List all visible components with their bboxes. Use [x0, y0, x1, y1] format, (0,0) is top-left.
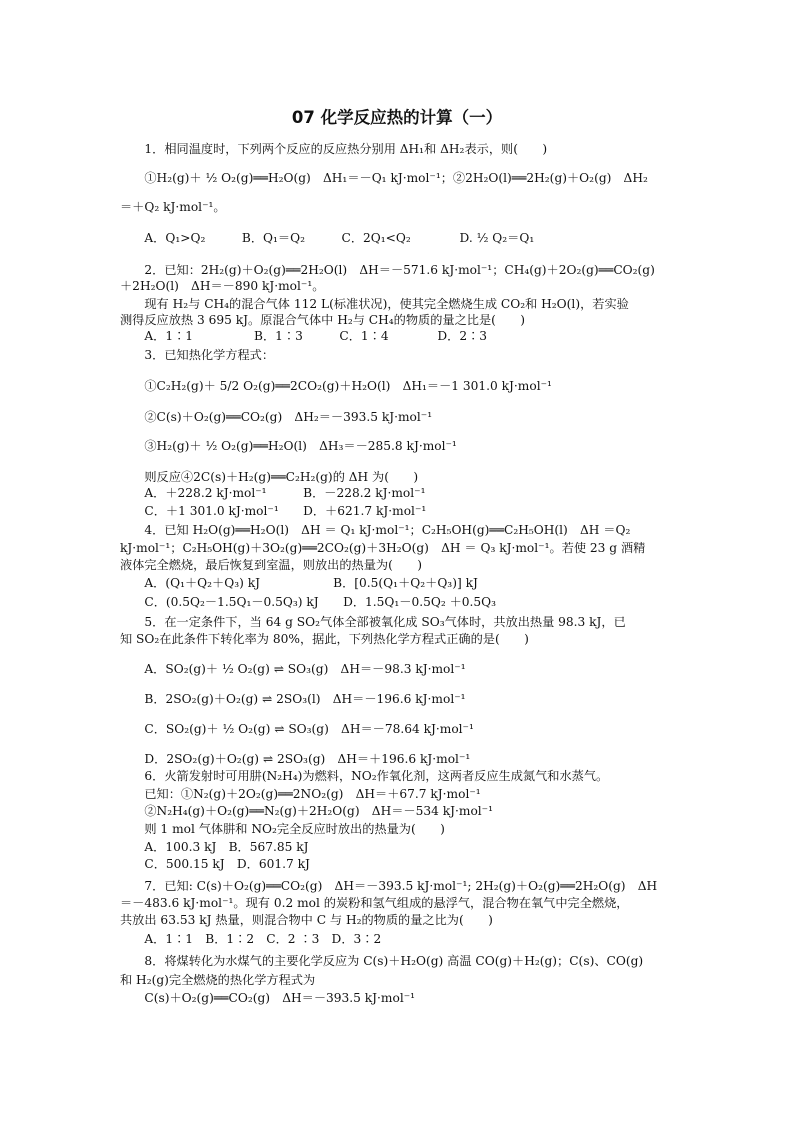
text-line: A．(Q₁＋Q₂＋Q₃) kJ B．[0.5(Q₁＋Q₂＋Q₃)] kJ	[120, 576, 478, 590]
text-line: ②N₂H₄(g)＋O₂(g)══N₂(g)＋2H₂O(g) ΔH＝－534 kJ·mol⁻¹	[120, 804, 493, 818]
text-line: C(s)＋O₂(g)══CO₂(g) ΔH＝－393.5 kJ·mol⁻¹	[120, 991, 416, 1005]
text-line: 测得反应放热 3 695 kJ。原混合气体中 H₂与 CH₄的物质的量之比是( )	[120, 313, 526, 327]
text-line: A．Q₁>Q₂ B．Q₁＝Q₂ C．2Q₁<Q₂ D. ½ Q₂＝Q₁	[120, 231, 535, 245]
text-line: C．＋1 301.0 kJ·mol⁻¹ D．＋621.7 kJ·mol⁻¹	[120, 504, 427, 518]
text-line: ②C(s)＋O₂(g)══CO₂(g) ΔH₂＝－393.5 kJ·mol⁻¹	[120, 410, 433, 424]
text-line: ③H₂(g)＋ ½ O₂(g)══H₂O(l) ΔH₃＝－285.8 kJ·mol⁻¹	[120, 439, 457, 453]
text-line: 3．已知热化学方程式：	[120, 348, 275, 362]
text-line: ＝－483.6 kJ·mol⁻¹。现有 0.2 mol 的炭粉和氢气组成的悬浮气，混合物在氧气中完全燃烧，	[120, 896, 629, 910]
text-line: 则反应④2C(s)＋H₂(g)══C₂H₂(g)的 ΔH 为( )	[120, 470, 419, 484]
text-line: ＋2H₂O(l) ΔH＝－890 kJ·mol⁻¹。	[120, 279, 325, 293]
page-title: 07 化学反应热的计算（一）	[291, 108, 503, 127]
text-line: 和 H₂(g)完全燃烧的热化学方程式为	[120, 973, 316, 987]
text-line: 2．已知：2H₂(g)＋O₂(g)══2H₂O(l) ΔH＝－571.6 kJ·mol⁻¹；CH₄(g)＋2O₂(g)══CO₂(g)	[120, 263, 655, 277]
text-line: 共放出 63.53 kJ 热量，则混合物中 C 与 H₂的物质的量之比为( )	[120, 913, 493, 927]
text-line: ①H₂(g)＋ ½ O₂(g)══H₂O(g) ΔH₁＝－Q₁ kJ·mol⁻¹；②2H₂O(l)══2H₂(g)＋O₂(g) ΔH₂	[120, 171, 648, 185]
text-line: C．SO₂(g)＋ ½ O₂(g) ⇌ SO₃(g) ΔH＝－78.64 kJ·mol⁻¹	[120, 722, 474, 736]
text-line: 已知：①N₂(g)＋2O₂(g)══2NO₂(g) ΔH＝＋67.7 kJ·mol⁻¹	[120, 787, 481, 801]
text-line: A．1∶1 B．1∶3 C．1∶4 D．2∶3	[120, 329, 488, 343]
text-line: 则 1 mol 气体肼和 NO₂完全反应时放出的热量为( )	[120, 822, 445, 836]
text-line: A．＋228.2 kJ·mol⁻¹ B．－228.2 kJ·mol⁻¹	[120, 486, 426, 500]
text-line: C．(0.5Q₂－1.5Q₁－0.5Q₃) kJ D．1.5Q₁－0.5Q₂ ＋0.5Q₃	[120, 595, 497, 609]
text-line: kJ·mol⁻¹；C₂H₅OH(g)＋3O₂(g)══2CO₂(g)＋3H₂O(g) ΔH ＝ Q₃ kJ·mol⁻¹。若使 23 g 酒精	[120, 541, 646, 555]
text-line: A．SO₂(g)＋ ½ O₂(g) ⇌ SO₃(g) ΔH＝－98.3 kJ·mol⁻¹	[120, 662, 466, 676]
text-line: A．100.3 kJ B．567.85 kJ	[120, 840, 309, 854]
text-line: 5．在一定条件下，当 64 g SO₂气体全部被氧化成 SO₃气体时，共放出热量 98.3 kJ，已	[120, 615, 626, 629]
text-line: 现有 H₂与 CH₄的混合气体 112 L(标准状况)，使其完全燃烧生成 CO₂和 H₂O(l)，若实验	[120, 297, 629, 311]
text-line: D．2SO₂(g)＋O₂(g) ⇌ 2SO₃(g) ΔH＝＋196.6 kJ·mol⁻¹	[120, 752, 471, 766]
text-line: 6．火箭发射时可用肼(N₂H₄)为燃料，NO₂作氧化剂，这两者反应生成氮气和水蒸气。	[120, 769, 609, 783]
text-line: ＝＋Q₂ kJ·mol⁻¹。	[120, 200, 226, 214]
text-line: A．1∶1 B．1∶2 C．2 ∶3 D．3∶2	[120, 932, 382, 946]
text-line: 知 SO₂在此条件下转化率为 80%，据此，下列热化学方程式正确的是( )	[120, 632, 529, 646]
text-line: 7．已知: C(s)＋O₂(g)══CO₂(g) ΔH＝－393.5 kJ·mol⁻¹; 2H₂(g)＋O₂(g)══2H₂O(g) ΔH	[120, 879, 658, 893]
text-line: B．2SO₂(g)＋O₂(g) ⇌ 2SO₃(l) ΔH＝－196.6 kJ·mol⁻¹	[120, 692, 466, 706]
text-line: 液体完全燃烧，最后恢复到室温，则放出的热量为( )	[120, 558, 423, 572]
text-line: ①C₂H₂(g)＋ 5/2 O₂(g)══2CO₂(g)＋H₂O(l) ΔH₁＝－1 301.0 kJ·mol⁻¹	[120, 379, 552, 393]
text-line: 1．相同温度时，下列两个反应的反应热分别用 ΔH₁和 ΔH₂表示，则( )	[120, 142, 548, 156]
text-line: 8．将煤转化为水煤气的主要化学反应为 C(s)＋H₂O(g) 高温 CO(g)＋H₂(g)；C(s)、CO(g)	[120, 954, 644, 968]
text-line: 4．已知 H₂O(g)══H₂O(l) ΔH ＝ Q₁ kJ·mol⁻¹；C₂H₅OH(g)══C₂H₅OH(l) ΔH ＝Q₂	[120, 523, 631, 537]
text-line: C．500.15 kJ D．601.7 kJ	[120, 857, 310, 871]
